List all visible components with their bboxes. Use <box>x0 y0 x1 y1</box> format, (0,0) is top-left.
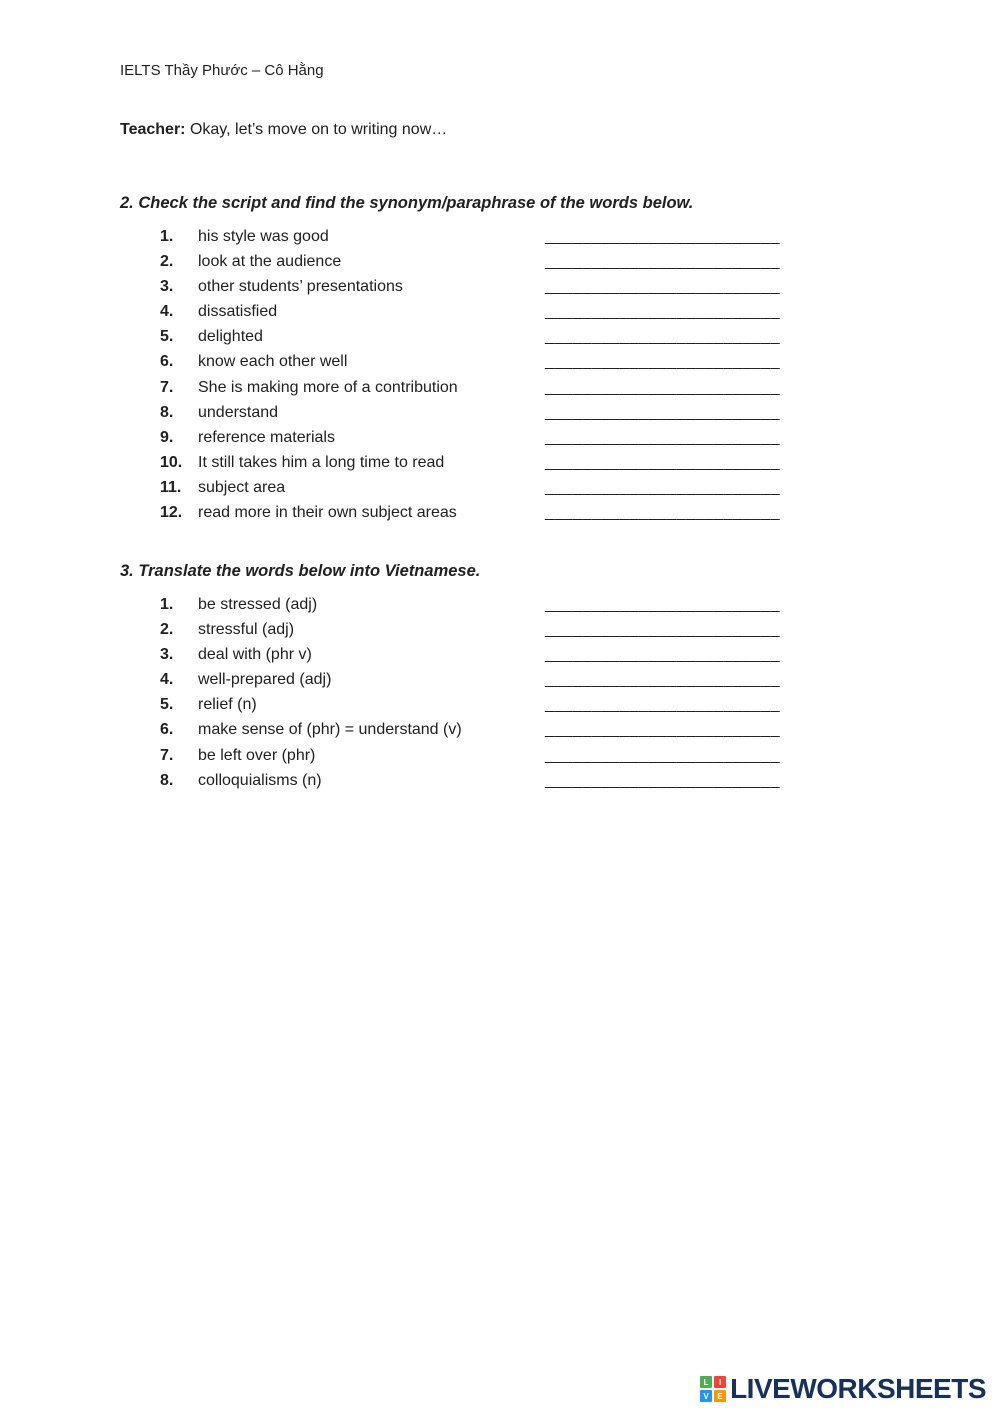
list-item <box>160 450 840 475</box>
list-item <box>160 324 840 349</box>
item-number: 7. <box>160 378 174 396</box>
answer-blank[interactable]: _________________________ <box>545 771 780 789</box>
item-text: stressful (adj) <box>198 621 295 639</box>
teacher-line <box>120 121 447 139</box>
liveworksheets-logo[interactable] <box>700 1375 986 1403</box>
item-text: his style was good <box>198 228 329 245</box>
list-item <box>160 249 840 274</box>
logo-square-i: I <box>714 1376 726 1388</box>
answer-blank[interactable]: _________________________ <box>545 303 780 321</box>
item-number: 5. <box>160 696 174 714</box>
answer-blank[interactable]: _________________________ <box>545 721 780 739</box>
list-item <box>160 224 840 249</box>
item-text: colloquialisms (n) <box>198 771 322 789</box>
item-number: 2. <box>160 253 174 271</box>
item-text: other students’ presentations <box>198 278 403 296</box>
answer-blank[interactable]: _________________________ <box>545 228 780 245</box>
teacher-text: Okay, let’s move on to writing now… <box>185 121 448 138</box>
answer-blank[interactable]: _________________________ <box>545 478 780 496</box>
item-number: 3. <box>160 646 174 664</box>
translate-list <box>160 592 840 793</box>
answer-blank[interactable]: _________________________ <box>545 596 780 613</box>
list-item <box>160 375 840 400</box>
list-item <box>160 274 840 299</box>
liveworksheets-grid-icon <box>700 1376 726 1402</box>
item-text: read more in their own subject areas <box>198 504 457 522</box>
list-item <box>160 768 840 793</box>
item-text: subject area <box>198 478 286 496</box>
list-item <box>160 425 840 450</box>
answer-blank[interactable]: _________________________ <box>545 378 780 396</box>
item-number: 12. <box>160 504 183 522</box>
item-text: It still takes him a long time to read <box>198 453 445 471</box>
list-item <box>160 400 840 425</box>
list-item <box>160 617 840 642</box>
list-item <box>160 642 840 667</box>
item-number: 1. <box>160 228 174 245</box>
item-number: 9. <box>160 428 174 446</box>
list-item <box>160 592 840 617</box>
liveworksheets-wordmark: LIVEWORKSHEETS <box>730 1373 986 1404</box>
item-text: understand <box>198 403 279 421</box>
item-number: 4. <box>160 671 174 689</box>
item-text: relief (n) <box>198 696 257 714</box>
item-number: 8. <box>160 403 174 421</box>
list-item <box>160 475 840 500</box>
item-number: 5. <box>160 328 174 346</box>
item-number: 3. <box>160 278 174 296</box>
document-header: IELTS Thầy Phước – Cô Hằng <box>120 62 324 79</box>
answer-blank[interactable]: _________________________ <box>545 504 780 522</box>
list-item <box>160 500 840 525</box>
logo-square-e: E <box>714 1390 726 1402</box>
item-text: be stressed (adj) <box>198 596 318 613</box>
item-text: deal with (phr v) <box>198 646 312 664</box>
item-text: dissatisfied <box>198 303 278 321</box>
teacher-label: Teacher: <box>120 121 186 138</box>
item-text: She is making more of a contribution <box>198 378 458 396</box>
answer-blank[interactable]: _________________________ <box>545 646 780 664</box>
item-number: 11. <box>160 478 182 496</box>
answer-blank[interactable]: _________________________ <box>545 746 780 764</box>
list-item <box>160 349 840 374</box>
answer-blank[interactable]: _________________________ <box>545 696 780 714</box>
item-number: 6. <box>160 353 174 371</box>
answer-blank[interactable]: _________________________ <box>545 403 780 421</box>
answer-blank[interactable]: _________________________ <box>545 621 780 639</box>
list-item <box>160 299 840 324</box>
answer-blank[interactable]: _________________________ <box>545 328 780 346</box>
item-text: make sense of (phr) = understand (v) <box>198 721 462 739</box>
answer-blank[interactable]: _________________________ <box>545 428 780 446</box>
section-2-heading: 2. Check the script and find the synonym/paraphrase of the words below. <box>120 194 694 212</box>
section-3-heading: 3. Translate the words below into Vietnamese. <box>120 562 481 580</box>
item-number: 2. <box>160 621 174 639</box>
item-text: look at the audience <box>198 253 342 271</box>
item-text: know each other well <box>198 353 348 371</box>
item-number: 1. <box>160 596 174 613</box>
item-text: reference materials <box>198 428 335 446</box>
item-number: 10. <box>160 453 183 471</box>
answer-blank[interactable]: _________________________ <box>545 671 780 689</box>
list-item <box>160 743 840 768</box>
item-text: well-prepared (adj) <box>198 671 332 689</box>
synonym-list <box>160 224 840 525</box>
item-number: 7. <box>160 746 174 764</box>
list-item <box>160 692 840 717</box>
logo-square-v: V <box>700 1390 712 1402</box>
item-text: delighted <box>198 328 263 346</box>
item-text: be left over (phr) <box>198 746 316 764</box>
list-item <box>160 717 840 742</box>
list-item <box>160 667 840 692</box>
answer-blank[interactable]: _________________________ <box>545 453 780 471</box>
logo-square-l: L <box>700 1376 712 1388</box>
answer-blank[interactable]: _________________________ <box>545 278 780 296</box>
item-number: 8. <box>160 771 174 789</box>
item-number: 6. <box>160 721 174 739</box>
item-number: 4. <box>160 303 174 321</box>
answer-blank[interactable]: _________________________ <box>545 253 780 271</box>
answer-blank[interactable]: _________________________ <box>545 353 780 371</box>
